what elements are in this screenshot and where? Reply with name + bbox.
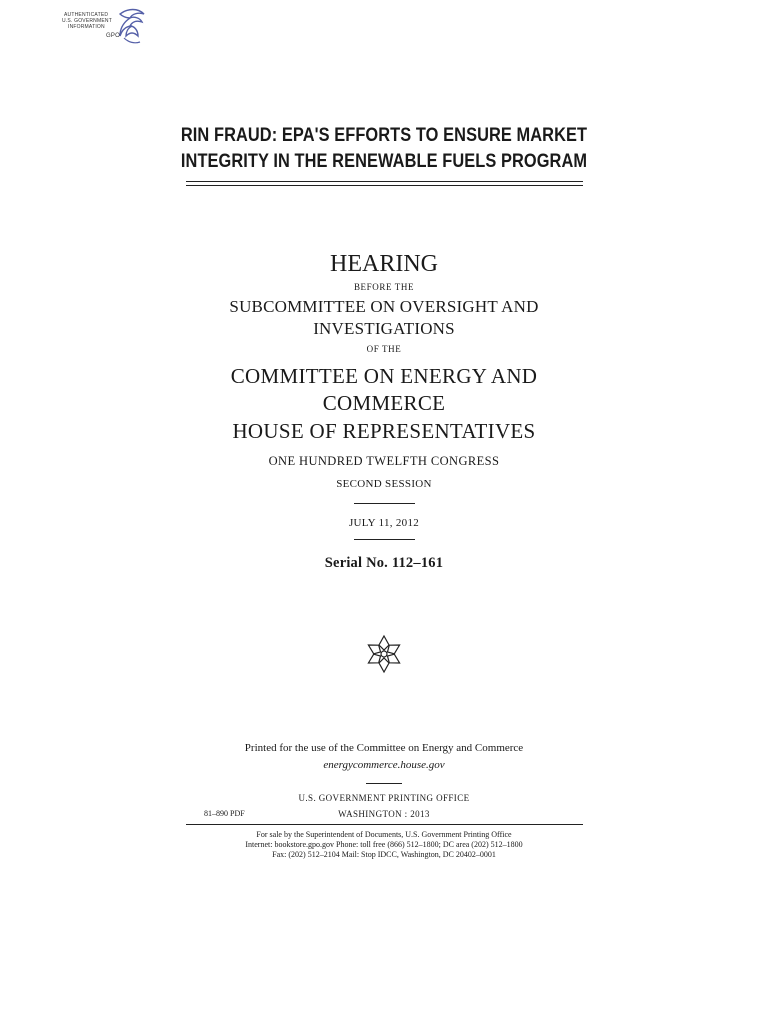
title-line-1: RIN FRAUD: EPA'S EFFORTS TO ENSURE MARKET xyxy=(180,124,588,146)
date-rule-top xyxy=(354,503,415,504)
sale-info-line-1: For sale by the Superintendent of Documents, U.S. Government Printing Office xyxy=(256,830,512,839)
subcommittee-line-2: INVESTIGATIONS xyxy=(313,319,455,338)
committee-line-2: COMMERCE xyxy=(322,391,446,415)
flower-ornament-icon xyxy=(364,634,404,674)
printed-for-note: Printed for the use of the Committee on Energy and Commerce xyxy=(244,742,524,754)
of-the-label: OF THE xyxy=(366,344,402,354)
house-of-representatives: HOUSE OF REPRESENTATIVES xyxy=(232,419,536,443)
gpo-authentication-logo xyxy=(62,6,152,48)
title-line-2: INTEGRITY IN THE RENEWABLE FUELS PROGRAM xyxy=(180,150,588,172)
congress-label: ONE HUNDRED TWELFTH CONGRESS xyxy=(268,454,500,468)
sale-info-line-2: Internet: bookstore.gpo.gov Phone: toll free (866) 512–1800; DC area (202) 512–1800 xyxy=(245,840,523,849)
session-label: SECOND SESSION xyxy=(336,478,432,490)
hearing-heading: HEARING xyxy=(330,251,438,277)
logo-line-3: INFORMATION xyxy=(68,24,105,30)
serial-number: Serial No. 112–161 xyxy=(324,555,444,571)
logo-line-2: U.S. GOVERNMENT xyxy=(62,18,112,24)
date-rule-bottom xyxy=(354,539,415,540)
office-rule xyxy=(366,783,402,784)
committee-line-1: COMMITTEE ON ENERGY AND xyxy=(230,364,538,388)
title-rule-bottom xyxy=(186,185,583,186)
subcommittee-line-1: SUBCOMMITTEE ON OVERSIGHT AND xyxy=(229,297,539,316)
logo-line-1: AUTHENTICATED xyxy=(64,12,109,18)
eagle-icon xyxy=(114,6,148,48)
printing-office: U.S. GOVERNMENT PRINTING OFFICE xyxy=(298,793,470,803)
before-the-label: BEFORE THE xyxy=(353,282,415,292)
pdf-code: 81–890 PDF xyxy=(204,809,245,818)
logo-mark: GPO xyxy=(106,33,120,39)
publication-location: WASHINGTON : 2013 xyxy=(338,809,430,819)
committee-website: energycommerce.house.gov xyxy=(323,759,445,771)
title-rule-top xyxy=(186,181,583,182)
footer-rule xyxy=(186,824,583,825)
hearing-date: JULY 11, 2012 xyxy=(348,517,420,529)
sale-info-line-3: Fax: (202) 512–2104 Mail: Stop IDCC, Washington, DC 20402–0001 xyxy=(272,850,496,859)
